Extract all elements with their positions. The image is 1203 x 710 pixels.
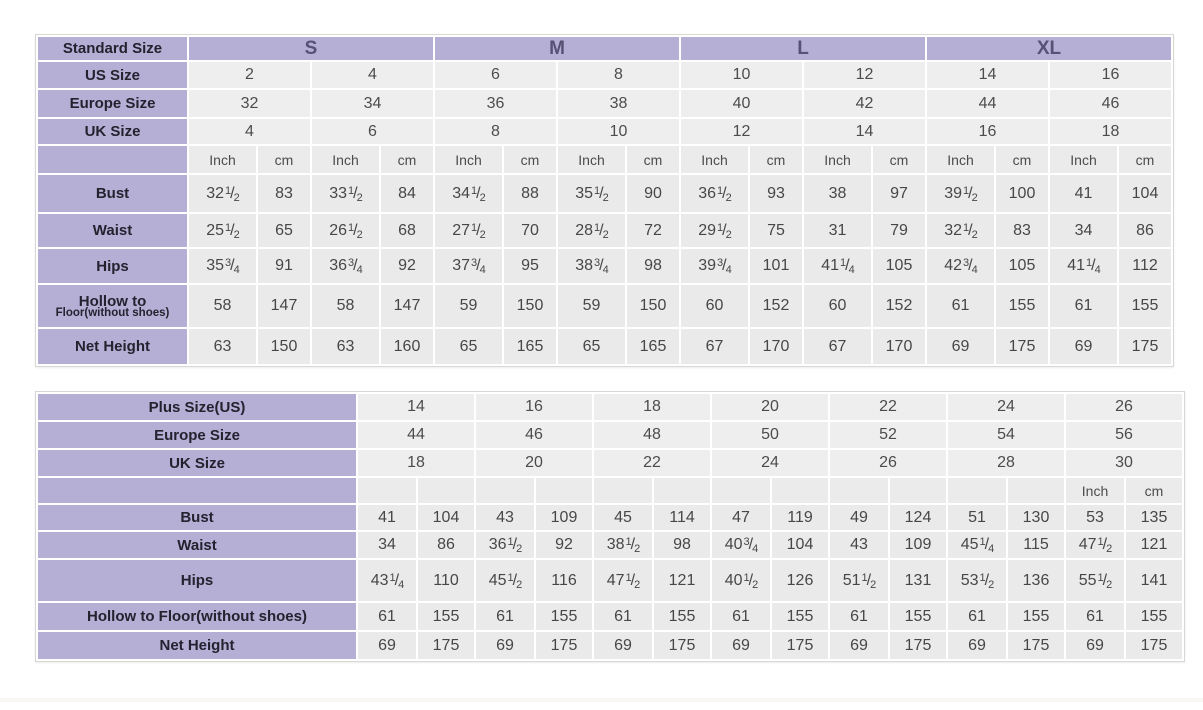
measure-inch-cell: 31: [803, 213, 872, 248]
size-cell: 36: [434, 89, 557, 118]
unit-cm-cell: [889, 477, 947, 504]
row-label: [37, 145, 188, 174]
measure-inch-cell: 34: [1049, 213, 1118, 248]
unit-cm-cell: cm: [626, 145, 680, 174]
measure-row: [37, 213, 1172, 248]
unit-row: [37, 145, 1172, 174]
measure-cm-cell: 83: [257, 174, 311, 213]
measure-row: [37, 174, 1172, 213]
size-cell: 38: [557, 89, 680, 118]
size-row: [37, 61, 1172, 89]
measure-cm-cell: 155: [653, 602, 711, 631]
unit-inch-cell: Inch: [188, 145, 257, 174]
unit-inch-cell: Inch: [803, 145, 872, 174]
measure-cm-cell: 160: [380, 328, 434, 365]
row-label: Net Height: [37, 631, 357, 660]
unit-inch-cell: Inch: [1049, 145, 1118, 174]
measure-cm-cell: 175: [771, 631, 829, 660]
measure-inch-cell: 69: [711, 631, 771, 660]
measure-cm-cell: 126: [771, 559, 829, 602]
measure-inch-cell: $32^1/_2$: [188, 174, 257, 213]
measure-inch-cell: 43: [829, 531, 889, 559]
measure-cm-cell: 152: [749, 284, 803, 328]
measure-cm-cell: 165: [503, 328, 557, 365]
measure-cm-cell: 155: [771, 602, 829, 631]
size-cell: 16: [1049, 61, 1172, 89]
measure-inch-cell: $38^3/_4$: [557, 248, 626, 284]
measure-inch-cell: 69: [1049, 328, 1118, 365]
unit-cm-cell: [1007, 477, 1065, 504]
size-cell: 20: [711, 393, 829, 421]
size-cell: 44: [926, 89, 1049, 118]
measure-inch-cell: $47^1/_2$: [593, 559, 653, 602]
measure-inch-cell: 58: [188, 284, 257, 328]
size-cell: 32: [188, 89, 311, 118]
measure-cm-cell: 88: [503, 174, 557, 213]
measure-cm-cell: 90: [626, 174, 680, 213]
measure-cm-cell: 105: [995, 248, 1049, 284]
size-cell: 52: [829, 421, 947, 449]
measure-inch-cell: $36^3/_4$: [311, 248, 380, 284]
measure-row: [37, 631, 1183, 660]
size-cell: 40: [680, 89, 803, 118]
measure-cm-cell: 105: [872, 248, 926, 284]
row-label: US Size: [37, 61, 188, 89]
size-cell: 12: [803, 61, 926, 89]
measure-inch-cell: $38^1/_2$: [593, 531, 653, 559]
unit-cm-cell: [771, 477, 829, 504]
size-row: [37, 449, 1183, 477]
measure-inch-cell: $39^3/_4$: [680, 248, 749, 284]
measure-cm-cell: 65: [257, 213, 311, 248]
unit-inch-cell: Inch: [680, 145, 749, 174]
plus-size-table: [36, 392, 1184, 661]
measure-inch-cell: 67: [680, 328, 749, 365]
measure-inch-cell: 53: [1065, 504, 1125, 531]
measure-inch-cell: 69: [926, 328, 995, 365]
size-cell: 14: [357, 393, 475, 421]
size-cell: 46: [1049, 89, 1172, 118]
size-cell: 26: [1065, 393, 1183, 421]
unit-cm-cell: [535, 477, 593, 504]
size-cell: 4: [188, 118, 311, 145]
measure-cm-cell: 115: [1007, 531, 1065, 559]
measure-inch-cell: $25^1/_2$: [188, 213, 257, 248]
size-row: [37, 89, 1172, 118]
unit-inch-cell: [593, 477, 653, 504]
measure-cm-cell: 98: [653, 531, 711, 559]
measure-inch-cell: 69: [357, 631, 417, 660]
measure-cm-cell: 109: [535, 504, 593, 531]
unit-cm-cell: cm: [749, 145, 803, 174]
plus-size-table-wrap: [35, 391, 1185, 662]
measure-row: [37, 248, 1172, 284]
row-label: Hollow to Floor(without shoes): [37, 602, 357, 631]
measure-cm-cell: 114: [653, 504, 711, 531]
size-cell: 8: [557, 61, 680, 89]
measure-inch-cell: 60: [803, 284, 872, 328]
unit-inch-cell: Inch: [926, 145, 995, 174]
size-cell: 18: [593, 393, 711, 421]
measure-inch-cell: 51: [947, 504, 1007, 531]
measure-inch-cell: $28^1/_2$: [557, 213, 626, 248]
measure-inch-cell: $35^3/_4$: [188, 248, 257, 284]
measure-inch-cell: 61: [829, 602, 889, 631]
measure-inch-cell: $55^1/_2$: [1065, 559, 1125, 602]
size-cell: 28: [947, 449, 1065, 477]
measure-cm-cell: 98: [626, 248, 680, 284]
size-cell: 42: [803, 89, 926, 118]
measure-cm-cell: 72: [626, 213, 680, 248]
measure-cm-cell: 95: [503, 248, 557, 284]
measure-cm-cell: 150: [503, 284, 557, 328]
size-cell: 16: [926, 118, 1049, 145]
measure-inch-cell: $53^1/_2$: [947, 559, 1007, 602]
size-cell: 46: [475, 421, 593, 449]
size-cell: 26: [829, 449, 947, 477]
size-cell: 22: [829, 393, 947, 421]
measure-cm-cell: 175: [653, 631, 711, 660]
measure-inch-cell: $45^1/_4$: [947, 531, 1007, 559]
measure-row: [37, 559, 1183, 602]
unit-cm-cell: [417, 477, 475, 504]
corner-label: Standard Size: [37, 36, 188, 61]
size-cell: 12: [680, 118, 803, 145]
size-cell: 6: [434, 61, 557, 89]
measure-cm-cell: 97: [872, 174, 926, 213]
size-cell: 48: [593, 421, 711, 449]
measure-inch-cell: $26^1/_2$: [311, 213, 380, 248]
measure-inch-cell: 61: [926, 284, 995, 328]
unit-cm-cell: cm: [380, 145, 434, 174]
row-label: Hollow to Floor(without shoes): [37, 284, 188, 328]
measure-cm-cell: 175: [417, 631, 475, 660]
unit-cm-cell: cm: [257, 145, 311, 174]
unit-cm-cell: cm: [1125, 477, 1183, 504]
measure-cm-cell: 121: [653, 559, 711, 602]
size-cell: 34: [311, 89, 434, 118]
measure-cm-cell: 155: [1125, 602, 1183, 631]
measure-inch-cell: $32^1/_2$: [926, 213, 995, 248]
measure-inch-cell: 69: [1065, 631, 1125, 660]
measure-cm-cell: 155: [1007, 602, 1065, 631]
measure-cm-cell: 101: [749, 248, 803, 284]
unit-inch-cell: Inch: [557, 145, 626, 174]
measure-cm-cell: 130: [1007, 504, 1065, 531]
measure-inch-cell: 65: [557, 328, 626, 365]
size-group-xl: XL: [926, 36, 1172, 61]
measure-inch-cell: 69: [593, 631, 653, 660]
measure-cm-cell: 84: [380, 174, 434, 213]
measure-inch-cell: 63: [188, 328, 257, 365]
measure-cm-cell: 91: [257, 248, 311, 284]
measure-cm-cell: 68: [380, 213, 434, 248]
measure-inch-cell: 43: [475, 504, 535, 531]
size-cell: 20: [475, 449, 593, 477]
size-row: [37, 393, 1183, 421]
standard-size-table-wrap: [35, 34, 1174, 367]
measure-cm-cell: 86: [1118, 213, 1172, 248]
size-group-s: S: [188, 36, 434, 61]
measure-cm-cell: 119: [771, 504, 829, 531]
measure-inch-cell: $40^1/_2$: [711, 559, 771, 602]
size-cell: 54: [947, 421, 1065, 449]
measure-cm-cell: 175: [1118, 328, 1172, 365]
row-label: Europe Size: [37, 421, 357, 449]
measure-inch-cell: 61: [1049, 284, 1118, 328]
measure-inch-cell: 63: [311, 328, 380, 365]
row-label: Europe Size: [37, 89, 188, 118]
measure-cm-cell: 152: [872, 284, 926, 328]
measure-cm-cell: 147: [257, 284, 311, 328]
measure-cm-cell: 170: [749, 328, 803, 365]
measure-row: [37, 284, 1172, 328]
measure-cm-cell: 175: [995, 328, 1049, 365]
standard-size-table: [36, 35, 1173, 366]
measure-inch-cell: $34^1/_2$: [434, 174, 503, 213]
measure-cm-cell: 147: [380, 284, 434, 328]
size-cell: 50: [711, 421, 829, 449]
unit-row: [37, 477, 1183, 504]
measure-inch-cell: 61: [711, 602, 771, 631]
measure-cm-cell: 104: [417, 504, 475, 531]
measure-row: [37, 504, 1183, 531]
size-cell: 16: [475, 393, 593, 421]
measure-inch-cell: 69: [829, 631, 889, 660]
unit-cm-cell: cm: [1118, 145, 1172, 174]
size-group-l: L: [680, 36, 926, 61]
measure-inch-cell: 65: [434, 328, 503, 365]
measure-inch-cell: $41^1/_4$: [803, 248, 872, 284]
measure-cm-cell: 104: [771, 531, 829, 559]
measure-cm-cell: 136: [1007, 559, 1065, 602]
unit-cm-cell: cm: [995, 145, 1049, 174]
measure-cm-cell: 121: [1125, 531, 1183, 559]
measure-cm-cell: 93: [749, 174, 803, 213]
measure-inch-cell: $40^3/_4$: [711, 531, 771, 559]
size-cell: 14: [926, 61, 1049, 89]
size-cell: 56: [1065, 421, 1183, 449]
measure-inch-cell: 61: [475, 602, 535, 631]
row-label: UK Size: [37, 118, 188, 145]
measure-inch-cell: 61: [947, 602, 1007, 631]
measure-inch-cell: 59: [434, 284, 503, 328]
measure-cm-cell: 150: [257, 328, 311, 365]
measure-inch-cell: 49: [829, 504, 889, 531]
measure-inch-cell: 58: [311, 284, 380, 328]
size-group-m: M: [434, 36, 680, 61]
measure-inch-cell: $27^1/_2$: [434, 213, 503, 248]
size-cell: 10: [680, 61, 803, 89]
size-cell: 4: [311, 61, 434, 89]
measure-row: [37, 602, 1183, 631]
measure-inch-cell: $45^1/_2$: [475, 559, 535, 602]
size-cell: 24: [711, 449, 829, 477]
measure-inch-cell: 61: [1065, 602, 1125, 631]
measure-inch-cell: 38: [803, 174, 872, 213]
measure-inch-cell: 41: [357, 504, 417, 531]
measure-inch-cell: 61: [357, 602, 417, 631]
measure-cm-cell: 92: [380, 248, 434, 284]
row-label: Waist: [37, 531, 357, 559]
unit-cm-cell: [653, 477, 711, 504]
unit-inch-cell: [475, 477, 535, 504]
measure-cm-cell: 109: [889, 531, 947, 559]
measure-cm-cell: 79: [872, 213, 926, 248]
measure-inch-cell: $37^3/_4$: [434, 248, 503, 284]
measure-row: [37, 531, 1183, 559]
measure-cm-cell: 170: [872, 328, 926, 365]
measure-cm-cell: 155: [417, 602, 475, 631]
row-label: Net Height: [37, 328, 188, 365]
measure-cm-cell: 112: [1118, 248, 1172, 284]
row-label: Hips: [37, 559, 357, 602]
measure-cm-cell: 155: [995, 284, 1049, 328]
unit-inch-cell: [829, 477, 889, 504]
unit-inch-cell: Inch: [311, 145, 380, 174]
unit-cm-cell: cm: [872, 145, 926, 174]
size-row: [37, 421, 1183, 449]
measure-cm-cell: 165: [626, 328, 680, 365]
measure-inch-cell: $35^1/_2$: [557, 174, 626, 213]
size-cell: 44: [357, 421, 475, 449]
size-group-row: [37, 36, 1172, 61]
measure-cm-cell: 155: [535, 602, 593, 631]
size-cell: 8: [434, 118, 557, 145]
row-label: Bust: [37, 174, 188, 213]
unit-cm-cell: cm: [503, 145, 557, 174]
measure-inch-cell: $51^1/_2$: [829, 559, 889, 602]
measure-cm-cell: 175: [1007, 631, 1065, 660]
size-cell: 22: [593, 449, 711, 477]
row-label: Waist: [37, 213, 188, 248]
size-cell: 14: [803, 118, 926, 145]
unit-inch-cell: Inch: [434, 145, 503, 174]
measure-inch-cell: 59: [557, 284, 626, 328]
size-cell: 2: [188, 61, 311, 89]
bottom-divider: [0, 698, 1203, 702]
measure-cm-cell: 135: [1125, 504, 1183, 531]
size-cell: 6: [311, 118, 434, 145]
size-cell: 24: [947, 393, 1065, 421]
measure-inch-cell: 41: [1049, 174, 1118, 213]
measure-cm-cell: 124: [889, 504, 947, 531]
unit-inch-cell: [711, 477, 771, 504]
size-cell: 10: [557, 118, 680, 145]
measure-inch-cell: $39^1/_2$: [926, 174, 995, 213]
measure-cm-cell: 175: [535, 631, 593, 660]
measure-cm-cell: 75: [749, 213, 803, 248]
size-cell: 30: [1065, 449, 1183, 477]
measure-cm-cell: 70: [503, 213, 557, 248]
measure-inch-cell: 47: [711, 504, 771, 531]
measure-inch-cell: 69: [475, 631, 535, 660]
size-row: [37, 118, 1172, 145]
measure-inch-cell: 34: [357, 531, 417, 559]
measure-row: [37, 328, 1172, 365]
measure-cm-cell: 155: [1118, 284, 1172, 328]
measure-inch-cell: $43^1/_4$: [357, 559, 417, 602]
measure-inch-cell: $47^1/_2$: [1065, 531, 1125, 559]
measure-inch-cell: $36^1/_2$: [680, 174, 749, 213]
size-cell: 18: [1049, 118, 1172, 145]
size-cell: 18: [357, 449, 475, 477]
measure-inch-cell: $41^1/_4$: [1049, 248, 1118, 284]
measure-inch-cell: $42^3/_4$: [926, 248, 995, 284]
measure-cm-cell: 104: [1118, 174, 1172, 213]
measure-cm-cell: 175: [1125, 631, 1183, 660]
row-label: Hips: [37, 248, 188, 284]
measure-inch-cell: 60: [680, 284, 749, 328]
measure-inch-cell: 45: [593, 504, 653, 531]
row-label: [37, 477, 357, 504]
measure-inch-cell: 67: [803, 328, 872, 365]
measure-cm-cell: 150: [626, 284, 680, 328]
measure-cm-cell: 83: [995, 213, 1049, 248]
measure-cm-cell: 116: [535, 559, 593, 602]
unit-inch-cell: [947, 477, 1007, 504]
measure-cm-cell: 100: [995, 174, 1049, 213]
measure-inch-cell: $36^1/_2$: [475, 531, 535, 559]
measure-cm-cell: 155: [889, 602, 947, 631]
row-label: UK Size: [37, 449, 357, 477]
unit-inch-cell: [357, 477, 417, 504]
measure-inch-cell: $33^1/_2$: [311, 174, 380, 213]
measure-cm-cell: 92: [535, 531, 593, 559]
measure-cm-cell: 175: [889, 631, 947, 660]
row-label: Plus Size(US): [37, 393, 357, 421]
unit-inch-cell: Inch: [1065, 477, 1125, 504]
measure-cm-cell: 141: [1125, 559, 1183, 602]
measure-inch-cell: $29^1/_2$: [680, 213, 749, 248]
measure-inch-cell: 69: [947, 631, 1007, 660]
measure-inch-cell: 61: [593, 602, 653, 631]
measure-cm-cell: 131: [889, 559, 947, 602]
row-label: Bust: [37, 504, 357, 531]
measure-cm-cell: 110: [417, 559, 475, 602]
measure-cm-cell: 86: [417, 531, 475, 559]
